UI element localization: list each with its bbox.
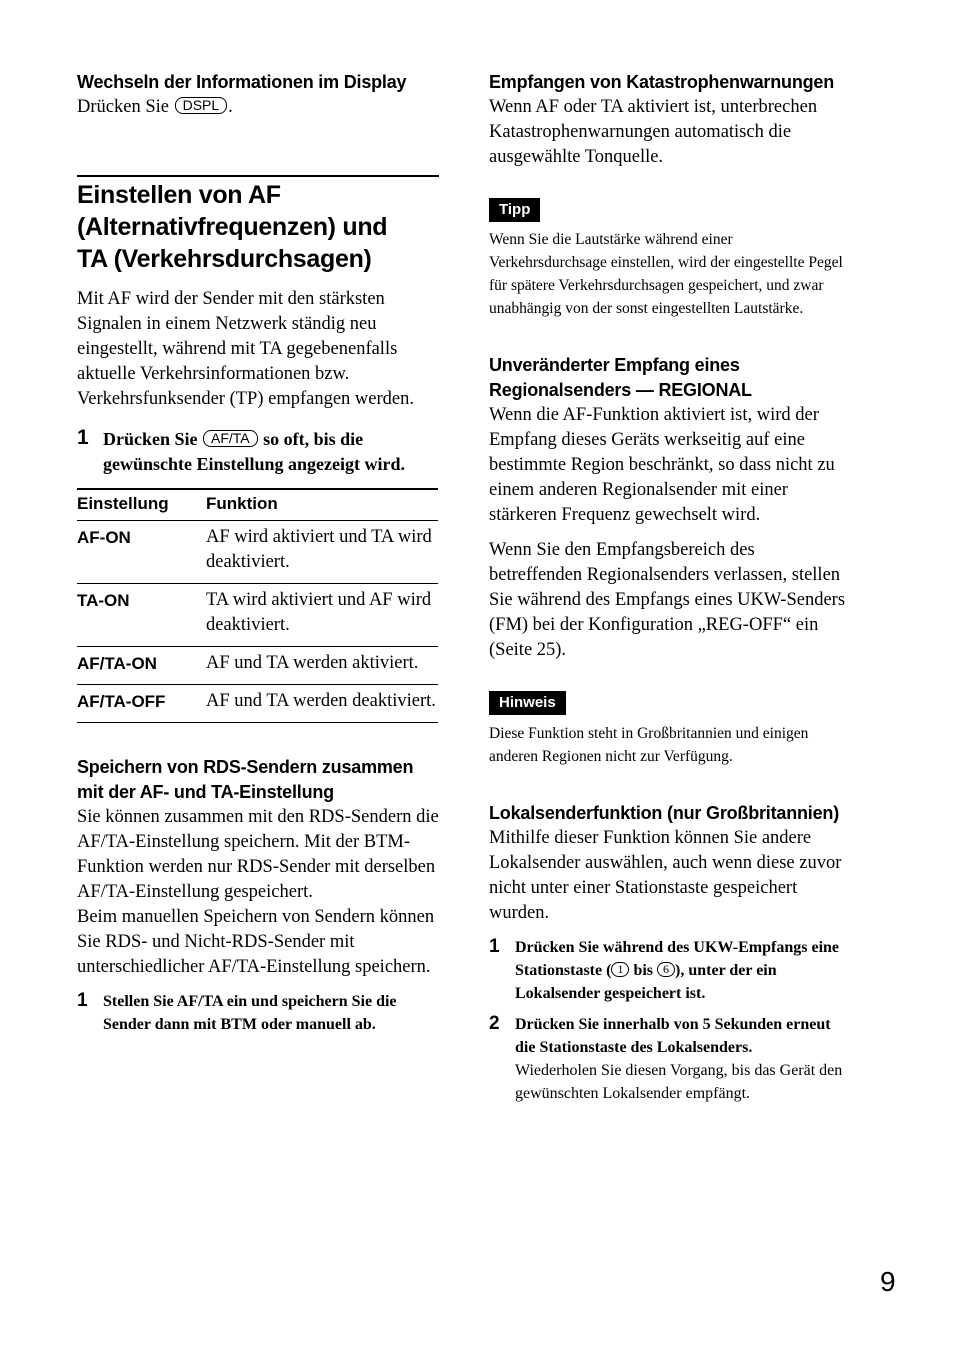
step-number: 1 bbox=[77, 426, 89, 449]
step-note: Wiederholen Sie diesen Vorgang, bis das Gerät den gewünschten Lokalsender empfängt. bbox=[515, 1062, 843, 1102]
display-heading: Wechseln der Informationen im Display bbox=[77, 72, 407, 92]
table-header-row bbox=[77, 489, 438, 521]
local-heading: Lokalsenderfunktion (nur Großbritannien) bbox=[489, 803, 840, 823]
local-step-2 bbox=[489, 1013, 851, 1105]
step-text: Drücken Sie innerhalb von 5 Sekunden erneut die Stationstaste des Lokalsenders. bbox=[515, 1016, 831, 1056]
dspl-key: DSPL bbox=[175, 97, 228, 114]
display-instruction bbox=[77, 95, 439, 120]
function-cell: AF wird aktiviert und TA wird deaktiviert. bbox=[206, 521, 438, 584]
step-text-post: so oft, bis die gewünschte Einstellung angezeigt wird. bbox=[103, 429, 406, 474]
page-number: 9 bbox=[880, 1266, 896, 1297]
display-pre: Drücken Sie bbox=[77, 97, 169, 117]
step-text: Stellen Sie AF/TA ein und speichern Sie die Sender dann mit BTM oder manuell ab. bbox=[103, 993, 397, 1033]
regional-body-1: Wenn die AF-Funktion aktiviert ist, wird der Empfang dieses Geräts werkseitig auf eine bestimmte Region beschränkt, so dass nicht zu einem anderen Regionalsender mit einer stärkeren Frequenz gewechselt wird. bbox=[489, 405, 835, 525]
emergency-body: Wenn AF oder TA aktiviert ist, unterbrechen Katastrophenwarnungen automatisch die ausgewählte Tonquelle. bbox=[489, 97, 818, 167]
af-ta-key: AF/TA bbox=[203, 430, 258, 447]
column-header: Funktion bbox=[206, 489, 438, 521]
preset-key-1: 1 bbox=[611, 962, 629, 977]
local-body: Mithilfe dieser Funktion können Sie andere Lokalsender auswählen, auch wenn diese zuvor nicht unter einer Stationstaste gespeichert wurden. bbox=[489, 828, 842, 923]
main-heading-line3: TA (Verkehrsdurchsagen) bbox=[77, 245, 372, 273]
main-heading bbox=[77, 175, 439, 275]
tip-block bbox=[489, 198, 851, 320]
rds-body-2: Beim manuellen Speichern von Sendern können Sie RDS- und Nicht-RDS-Sender mit unterschiedlicher AF/TA-Einstellung speichern. bbox=[77, 907, 435, 977]
preset-key-6: 6 bbox=[657, 962, 675, 977]
emergency-heading: Empfangen von Katastrophenwarnungen bbox=[489, 72, 835, 92]
regional-body-2: Wenn Sie den Empfangsbereich des betreffenden Regionalsenders verlassen, stellen Sie während des Empfangs eines UKW-Senders (FM) bei der Konfiguration „REG-OFF“ ein (Seite 25). bbox=[489, 540, 846, 660]
setting-cell: TA-ON bbox=[77, 584, 206, 647]
step-1 bbox=[77, 427, 439, 477]
step-text-pre: Drücken Sie bbox=[103, 429, 198, 449]
display-post: . bbox=[228, 97, 233, 117]
settings-table bbox=[77, 488, 438, 723]
step-number: 2 bbox=[489, 1013, 500, 1034]
tip-text: Wenn Sie die Lautstärke während einer Verkehrsdurchsage einstellen, wird der eingestellte Pegel für spätere Verkehrsdurchsagen gespeichert, und zwar unabhängig von der sonst eingestellten Lautstärke. bbox=[489, 231, 843, 317]
setting-cell: AF/TA-ON bbox=[77, 647, 206, 685]
note-block bbox=[489, 691, 851, 768]
step-number: 1 bbox=[77, 990, 88, 1011]
step-text-mid: bis bbox=[633, 962, 654, 979]
main-heading-line2: (Alternativfrequenzen) und bbox=[77, 213, 388, 241]
function-cell: AF und TA werden deaktiviert. bbox=[206, 685, 438, 723]
setting-cell: AF-ON bbox=[77, 521, 206, 584]
table-row bbox=[77, 521, 438, 584]
rds-body-1: Sie können zusammen mit den RDS-Sendern die AF/TA-Einstellung speichern. Mit der BTM-Funktion werden nur RDS-Sender mit derselben AF/TA-Einstellung gespeichert. bbox=[77, 807, 439, 902]
table-row bbox=[77, 685, 438, 723]
rds-heading: Speichern von RDS-Sendern zusammen mit der AF- und TA-Einstellung bbox=[77, 757, 414, 802]
setting-cell: AF/TA-OFF bbox=[77, 685, 206, 723]
local-step-1 bbox=[489, 936, 851, 1005]
regional-heading: Unveränderter Empfang eines Regionalsenders — REGIONAL bbox=[489, 355, 752, 400]
tip-label: Tipp bbox=[489, 198, 540, 222]
table-row bbox=[77, 647, 438, 685]
function-cell: AF und TA werden aktiviert. bbox=[206, 647, 438, 685]
table-row bbox=[77, 584, 438, 647]
step-text-post: ), unter der ein Lokalsender gespeichert ist. bbox=[515, 962, 777, 1002]
step-text-pre: Drücken Sie während des UKW-Empfangs eine Stationstaste ( bbox=[515, 939, 840, 979]
note-text: Diese Funktion steht in Großbritannien und einigen anderen Regionen nicht zur Verfügung. bbox=[489, 725, 809, 765]
af-ta-intro: Mit AF wird der Sender mit den stärksten Signalen in einem Netzwerk ständig neu eingestellt, während mit TA gegebenenfalls aktuelle Verkehrsinformationen bzw. Verkehrsfunksender (TP) empfangen werden. bbox=[77, 289, 414, 409]
function-cell: TA wird aktiviert und AF wird deaktiviert. bbox=[206, 584, 438, 647]
right-column bbox=[489, 70, 851, 1105]
rds-step-1 bbox=[77, 990, 439, 1036]
note-label: Hinweis bbox=[489, 691, 566, 715]
column-header: Einstellung bbox=[77, 489, 206, 521]
main-heading-line1: Einstellen von AF bbox=[77, 181, 281, 209]
left-column bbox=[77, 70, 439, 1036]
step-number: 1 bbox=[489, 936, 500, 957]
